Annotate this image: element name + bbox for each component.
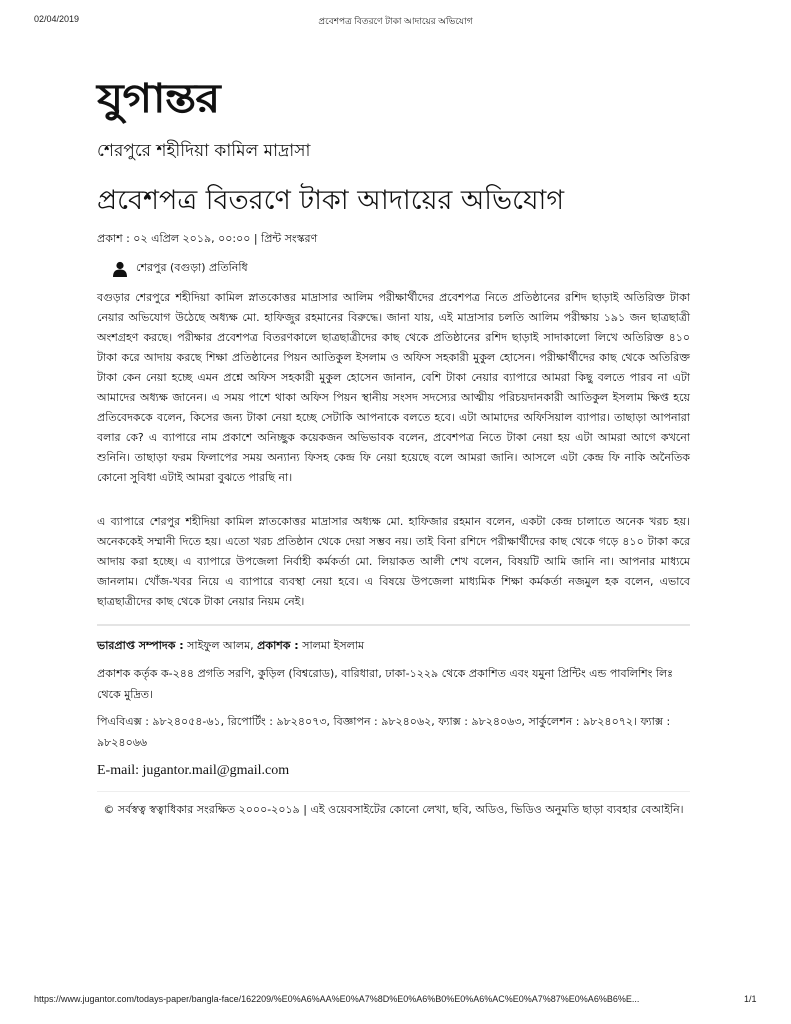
- publisher-label: প্রকাশক :: [257, 639, 299, 652]
- article-paragraph: এ ব্যাপারে শেরপুর শহীদিয়া কামিল স্নাতকোত্তর মাদ্রাসার অধ্যক্ষ মো. হাফিজার রহমান বলেন, একটা কেন্দ্র চালাতে অনেক খরচ হয়। অনেককেই সম্মানী দিতে হয়। এতো খরচ প্রতিষ্ঠান থেকে দেয়া সম্ভব নয়। তাই বিনা রশিদে পরীক্ষার্থীদের কাছ থেকে গড়ে ৪১০ টাকা করে আদায় করা হচ্ছে। এ ব্যাপারে উপজেলা নির্বাহী কর্মকর্তা মো. লিয়াকত আলী শেখ বলেন, বিষয়টি আমি জানি না। আপনার মাধ্যমে জানলাম। খোঁজ-খবর নিয়ে এ ব্যাপারে ব্যবস্থা নেয়া হবে। এ বিষয়ে উপজেলা মাধ্যমিক শিক্ষা কর্মকর্তা নজমুল হক বলেন, এভাবে ছাত্রছাত্রীদের কাছ থেকে টাকা নেয়ার নিয়ম নেই।: [97, 515, 690, 608]
- publish-date: প্রকাশ : ০২ এপ্রিল ২০১৯, ০০:০০: [97, 232, 251, 245]
- article-author: [112, 259, 248, 278]
- publisher-address: প্রকাশক কর্তৃক ক-২৪৪ প্রগতি সরণি, কুড়িল (বিশ্বরোড), বারিধারা, ঢাকা-১২২৯ থেকে প্রকাশিত এবং যমুনা প্রিন্টিং এন্ড পাবলিশিং লিঃ থেকে মুদ্রিত।: [97, 667, 674, 701]
- article-meta: প্রকাশ : ০২ এপ্রিল ২০১৯, ০০:০০ | প্রিন্ট সংস্করণ: [97, 232, 318, 245]
- print-url: https://www.jugantor.com/todays-paper/bangla-face/162209/%E0%A6%AA%E0%A7%8D%E0%A6%B0%E0%A6%AC%E0%A7%87%E0%A6%B6%E...: [34, 994, 640, 1004]
- article-title: প্রবেশপত্র বিতরণে টাকা আদায়ের অভিযোগ: [97, 185, 565, 216]
- contact-phones: পিএবিএক্স : ৯৮২৪০৫৪-৬১, রিপোর্টিং : ৯৮২৪০৭৩, বিজ্ঞাপন : ৯৮২৪০৬২, ফ্যাক্স : ৯৮২৪০৬৩, সার্কুলেশন : ৯৮২৪০৭২। ফ্যাক্স : ৯৮২৪০৬৬: [97, 715, 671, 749]
- editor-label: ভারপ্রাপ্ত সম্পাদক :: [97, 639, 184, 652]
- author-name: শেরপুর (বগুড়া) প্রতিনিধি: [136, 261, 248, 274]
- print-date: 02/04/2019: [34, 14, 80, 24]
- user-icon: [112, 261, 128, 277]
- print-title: প্রবেশপত্র বিতরণে টাকা আদায়ের অভিযোগ: [318, 16, 473, 26]
- jugantor-logo[interactable]: যুগান্তর: [97, 75, 220, 122]
- publisher-name: সালমা ইসলাম: [302, 639, 365, 652]
- divider: [97, 624, 690, 626]
- divider: [97, 791, 690, 792]
- copyright-notice: © সর্বস্বত্ব স্বত্বাধিকার সংরক্ষিত ২০০০-২০১৯ | এই ওয়েবসাইটের কোনো লেখা, ছবি, অডিও, ভিডিও অনুমতি ছাড়া ব্যবহার বেআইনি।: [103, 803, 684, 816]
- contact-email: E-mail: jugantor.mail@gmail.com: [97, 763, 290, 778]
- editor-line: [97, 635, 690, 656]
- article-subtitle: শেরপুরে শহীদিয়া কামিল মাদ্রাসা: [97, 141, 311, 161]
- editor-name: সাইফুল আলম,: [187, 639, 254, 652]
- article-paragraph: বগুড়ার শেরপুরে শহীদিয়া কামিল স্নাতকোত্তর মাদ্রাসার আলিম পরীক্ষার্থীদের প্রবেশপত্র নিতে প্রতিষ্ঠানের রশিদ ছাড়াই অতিরিক্ত টাকা নেয়ার অভিযোগ উঠেছে অধ্যক্ষ মো. হাফিজুর রহমানের বিরুদ্ধে। জানা যায়, এই মাদ্রাসার চলতি আলিম পরীক্ষায় ১৯১ জন ছাত্রছাত্রী অংশগ্রহণ করছে। পরীক্ষার প্রবেশপত্র বিতরণকালে ছাত্রছাত্রীদের কাছ থেকে প্রতিষ্ঠানের রশিদ ছাড়াই সাদাকালো লিখে অতিরিক্ত ৪১০ টাকা করে আদায় করছে শিক্ষা প্রতিষ্ঠানের পিয়ন আতিকুল ইসলাম ও অফিস সহকারী মুকুল হোসেন। পরীক্ষার্থীদের কাছ থেকে অতিরিক্ত টাকা কেন নেয়া হচ্ছে এমন প্রশ্নে অফিস সহকারী মুকুল হোসেন জানান, বেশি টাকা নেয়ার ব্যাপারে আমরা কিছু বলতে পারব না এটা আমাদের অধ্যক্ষ জানেন। এ সময় পাশে থাকা অফিস পিয়ন স্থানীয় সংসদ সদস্যের আত্মীয় পরিচয়দানকারী আতিকুল ইসলাম ক্ষিপ্ত হয়ে প্রতিবেদককে বলেন, কিসের জন্য টাকা নেয়া হচ্ছে সেটাকি আপনাকে বলতে হবে। এটা আমাদের অফিসিয়াল ব্যাপার। তাছাড়া আপনারা বলার কে? এ ব্যাপারে নাম প্রকাশে অনিচ্ছুক কয়েকজন অভিভাবক বলেন, প্রবেশপত্র নিতে টাকা নেয়া হয় এটা আমরা আগে কখনো শুনিনি। তাছাড়া ফরম ফিলাপের সময় অন্যান্য ফিসহ কেন্দ্র ফি নেয়া হয়েছে বলে আমরা জানি। আসলে এটা কেন্দ্র ফি নাকি অনৈতিক কোনো সুবিধা এটাই আমরা বুঝতে পারছি না।: [97, 291, 690, 484]
- page-number: 1/1: [744, 994, 757, 1004]
- print-edition-link[interactable]: প্রিন্ট সংস্করণ: [261, 232, 318, 245]
